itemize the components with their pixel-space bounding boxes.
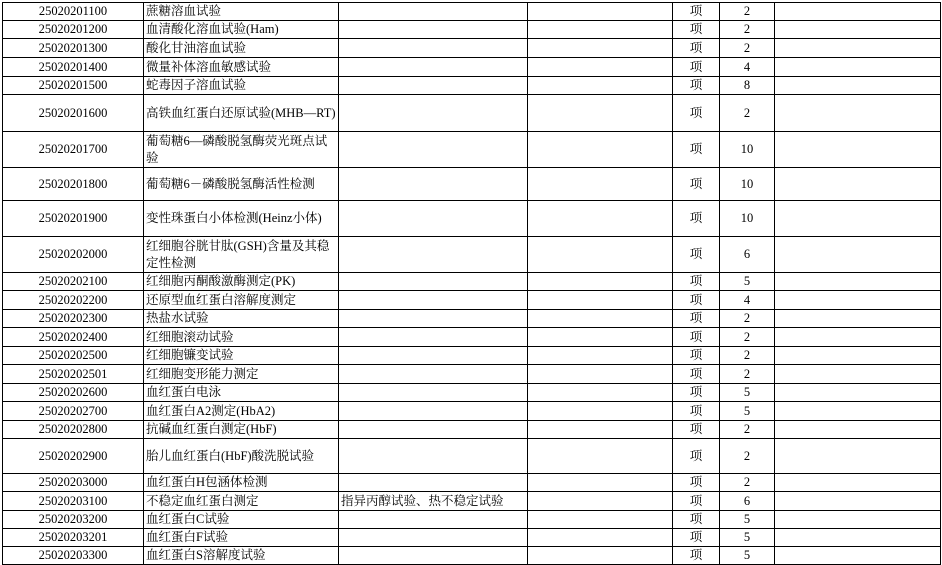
note-cell bbox=[775, 95, 941, 132]
table-row bbox=[3, 511, 941, 529]
unit-cell: 项 bbox=[673, 547, 720, 565]
excluded-content-cell bbox=[528, 3, 673, 21]
excluded-content-cell bbox=[528, 39, 673, 58]
item-name-cell: 热盐水试验 bbox=[144, 310, 339, 328]
note-cell bbox=[775, 201, 941, 237]
price-cell: 2 bbox=[720, 3, 775, 21]
excluded-content-cell bbox=[528, 291, 673, 310]
item-name-cell: 血红蛋白C试验 bbox=[144, 511, 339, 529]
item-code-cell: 25020202900 bbox=[3, 439, 144, 474]
note-cell bbox=[775, 365, 941, 384]
item-code-cell: 25020201900 bbox=[3, 201, 144, 237]
item-name-cell: 血清酸化溶血试验(Ham) bbox=[144, 21, 339, 39]
table-body bbox=[3, 3, 941, 565]
price-cell: 10 bbox=[720, 168, 775, 201]
item-code-cell: 25020201500 bbox=[3, 77, 144, 95]
note-cell bbox=[775, 310, 941, 328]
price-cell: 5 bbox=[720, 402, 775, 421]
note-cell bbox=[775, 132, 941, 168]
item-code-cell: 25020203000 bbox=[3, 474, 144, 492]
item-code-cell: 25020202501 bbox=[3, 365, 144, 384]
item-content-cell bbox=[339, 3, 528, 21]
table-row bbox=[3, 402, 941, 421]
excluded-content-cell bbox=[528, 328, 673, 347]
price-cell: 6 bbox=[720, 237, 775, 273]
unit-cell: 项 bbox=[673, 237, 720, 273]
table-row bbox=[3, 273, 941, 291]
table-row bbox=[3, 365, 941, 384]
item-name-cell: 酸化甘油溶血试验 bbox=[144, 39, 339, 58]
unit-cell: 项 bbox=[673, 168, 720, 201]
item-content-cell bbox=[339, 511, 528, 529]
item-code-cell: 25020202100 bbox=[3, 273, 144, 291]
unit-cell: 项 bbox=[673, 439, 720, 474]
note-cell bbox=[775, 402, 941, 421]
unit-cell: 项 bbox=[673, 21, 720, 39]
excluded-content-cell bbox=[528, 421, 673, 439]
unit-cell: 项 bbox=[673, 474, 720, 492]
table-row bbox=[3, 421, 941, 439]
table-row bbox=[3, 39, 941, 58]
item-name-cell: 变性珠蛋白小体检测(Heinz小体) bbox=[144, 201, 339, 237]
item-code-cell: 25020201800 bbox=[3, 168, 144, 201]
item-code-cell: 25020202000 bbox=[3, 237, 144, 273]
table-row bbox=[3, 168, 941, 201]
table-row bbox=[3, 291, 941, 310]
excluded-content-cell bbox=[528, 547, 673, 565]
unit-cell: 项 bbox=[673, 365, 720, 384]
item-content-cell bbox=[339, 77, 528, 95]
item-name-cell: 蛇毒因子溶血试验 bbox=[144, 77, 339, 95]
item-content-cell bbox=[339, 384, 528, 402]
unit-cell: 项 bbox=[673, 384, 720, 402]
unit-cell: 项 bbox=[673, 529, 720, 547]
price-cell: 2 bbox=[720, 328, 775, 347]
price-cell: 2 bbox=[720, 365, 775, 384]
item-name-cell: 抗碱血红蛋白测定(HbF) bbox=[144, 421, 339, 439]
item-code-cell: 25020201700 bbox=[3, 132, 144, 168]
table-row bbox=[3, 492, 941, 511]
price-cell: 10 bbox=[720, 201, 775, 237]
table-row bbox=[3, 310, 941, 328]
price-cell: 2 bbox=[720, 310, 775, 328]
item-content-cell bbox=[339, 273, 528, 291]
table-row bbox=[3, 347, 941, 365]
note-cell bbox=[775, 474, 941, 492]
item-content-cell bbox=[339, 201, 528, 237]
item-name-cell: 葡萄糖6－磷酸脱氢酶活性检测 bbox=[144, 168, 339, 201]
excluded-content-cell bbox=[528, 511, 673, 529]
table-row bbox=[3, 201, 941, 237]
price-cell: 5 bbox=[720, 384, 775, 402]
unit-cell: 项 bbox=[673, 39, 720, 58]
unit-cell: 项 bbox=[673, 492, 720, 511]
price-cell: 4 bbox=[720, 291, 775, 310]
price-cell: 10 bbox=[720, 132, 775, 168]
item-name-cell: 胎儿血红蛋白(HbF)酸洗脱试验 bbox=[144, 439, 339, 474]
excluded-content-cell bbox=[528, 77, 673, 95]
item-name-cell: 蔗糖溶血试验 bbox=[144, 3, 339, 21]
item-content-cell bbox=[339, 347, 528, 365]
item-code-cell: 25020201300 bbox=[3, 39, 144, 58]
note-cell bbox=[775, 421, 941, 439]
table-row bbox=[3, 77, 941, 95]
note-cell bbox=[775, 492, 941, 511]
excluded-content-cell bbox=[528, 95, 673, 132]
item-content-cell bbox=[339, 95, 528, 132]
item-code-cell: 25020202700 bbox=[3, 402, 144, 421]
note-cell bbox=[775, 3, 941, 21]
excluded-content-cell bbox=[528, 474, 673, 492]
item-name-cell: 血红蛋白F试验 bbox=[144, 529, 339, 547]
unit-cell: 项 bbox=[673, 132, 720, 168]
item-content-cell bbox=[339, 291, 528, 310]
table-row bbox=[3, 547, 941, 565]
unit-cell: 项 bbox=[673, 402, 720, 421]
note-cell bbox=[775, 58, 941, 77]
item-code-cell: 25020203201 bbox=[3, 529, 144, 547]
item-code-cell: 25020203200 bbox=[3, 511, 144, 529]
price-cell: 2 bbox=[720, 95, 775, 132]
item-content-cell bbox=[339, 21, 528, 39]
price-cell: 2 bbox=[720, 421, 775, 439]
price-cell: 5 bbox=[720, 547, 775, 565]
item-name-cell: 红细胞变形能力测定 bbox=[144, 365, 339, 384]
table-row bbox=[3, 3, 941, 21]
item-name-cell: 高铁血红蛋白还原试验(MHB—RT) bbox=[144, 95, 339, 132]
note-cell bbox=[775, 273, 941, 291]
note-cell bbox=[775, 39, 941, 58]
note-cell bbox=[775, 547, 941, 565]
unit-cell: 项 bbox=[673, 328, 720, 347]
note-cell bbox=[775, 347, 941, 365]
item-name-cell: 红细胞丙酮酸激酶测定(PK) bbox=[144, 273, 339, 291]
item-code-cell: 25020202400 bbox=[3, 328, 144, 347]
item-content-cell bbox=[339, 529, 528, 547]
unit-cell: 项 bbox=[673, 58, 720, 77]
price-cell: 5 bbox=[720, 511, 775, 529]
price-cell: 5 bbox=[720, 273, 775, 291]
excluded-content-cell bbox=[528, 384, 673, 402]
item-content-cell bbox=[339, 547, 528, 565]
excluded-content-cell bbox=[528, 132, 673, 168]
item-content-cell bbox=[339, 132, 528, 168]
note-cell bbox=[775, 77, 941, 95]
item-content-cell bbox=[339, 328, 528, 347]
price-cell: 2 bbox=[720, 474, 775, 492]
unit-cell: 项 bbox=[673, 347, 720, 365]
price-cell: 5 bbox=[720, 529, 775, 547]
item-code-cell: 25020201100 bbox=[3, 3, 144, 21]
excluded-content-cell bbox=[528, 492, 673, 511]
item-content-cell bbox=[339, 310, 528, 328]
price-cell: 2 bbox=[720, 21, 775, 39]
table-row bbox=[3, 58, 941, 77]
table-row bbox=[3, 21, 941, 39]
item-name-cell: 红细胞滚动试验 bbox=[144, 328, 339, 347]
note-cell bbox=[775, 439, 941, 474]
excluded-content-cell bbox=[528, 439, 673, 474]
item-name-cell: 红细胞镰变试验 bbox=[144, 347, 339, 365]
excluded-content-cell bbox=[528, 21, 673, 39]
item-content-cell bbox=[339, 168, 528, 201]
unit-cell: 项 bbox=[673, 511, 720, 529]
unit-cell: 项 bbox=[673, 310, 720, 328]
excluded-content-cell bbox=[528, 365, 673, 384]
table-row bbox=[3, 529, 941, 547]
unit-cell: 项 bbox=[673, 421, 720, 439]
excluded-content-cell bbox=[528, 402, 673, 421]
note-cell bbox=[775, 21, 941, 39]
item-code-cell: 25020202600 bbox=[3, 384, 144, 402]
note-cell bbox=[775, 511, 941, 529]
item-content-cell bbox=[339, 58, 528, 77]
item-code-cell: 25020203300 bbox=[3, 547, 144, 565]
unit-cell: 项 bbox=[673, 95, 720, 132]
fee-schedule-table bbox=[2, 2, 941, 565]
table-row bbox=[3, 328, 941, 347]
item-code-cell: 25020203100 bbox=[3, 492, 144, 511]
item-name-cell: 血红蛋白电泳 bbox=[144, 384, 339, 402]
price-cell: 2 bbox=[720, 39, 775, 58]
item-name-cell: 血红蛋白A2测定(HbA2) bbox=[144, 402, 339, 421]
note-cell bbox=[775, 168, 941, 201]
unit-cell: 项 bbox=[673, 77, 720, 95]
excluded-content-cell bbox=[528, 201, 673, 237]
unit-cell: 项 bbox=[673, 3, 720, 21]
item-code-cell: 25020201600 bbox=[3, 95, 144, 132]
item-content-cell bbox=[339, 402, 528, 421]
item-code-cell: 25020201200 bbox=[3, 21, 144, 39]
item-code-cell: 25020202300 bbox=[3, 310, 144, 328]
price-cell: 6 bbox=[720, 492, 775, 511]
item-content-cell bbox=[339, 365, 528, 384]
item-code-cell: 25020201400 bbox=[3, 58, 144, 77]
item-code-cell: 25020202200 bbox=[3, 291, 144, 310]
item-code-cell: 25020202800 bbox=[3, 421, 144, 439]
item-name-cell: 不稳定血红蛋白测定 bbox=[144, 492, 339, 511]
unit-cell: 项 bbox=[673, 291, 720, 310]
note-cell bbox=[775, 384, 941, 402]
unit-cell: 项 bbox=[673, 273, 720, 291]
table-row bbox=[3, 439, 941, 474]
price-cell: 2 bbox=[720, 439, 775, 474]
note-cell bbox=[775, 328, 941, 347]
price-cell: 4 bbox=[720, 58, 775, 77]
item-name-cell: 红细胞谷胱甘肽(GSH)含量及其稳定性检测 bbox=[144, 237, 339, 273]
item-content-cell bbox=[339, 39, 528, 58]
item-content-cell bbox=[339, 439, 528, 474]
item-content-cell: 指异丙醇试验、热不稳定试验 bbox=[339, 492, 528, 511]
excluded-content-cell bbox=[528, 237, 673, 273]
table-row bbox=[3, 474, 941, 492]
item-name-cell: 血红蛋白S溶解度试验 bbox=[144, 547, 339, 565]
item-name-cell: 葡萄糖6—磷酸脱氢酶荧光斑点试验 bbox=[144, 132, 339, 168]
item-content-cell bbox=[339, 474, 528, 492]
unit-cell: 项 bbox=[673, 201, 720, 237]
excluded-content-cell bbox=[528, 273, 673, 291]
note-cell bbox=[775, 529, 941, 547]
item-content-cell bbox=[339, 237, 528, 273]
note-cell bbox=[775, 291, 941, 310]
note-cell bbox=[775, 237, 941, 273]
table-row bbox=[3, 132, 941, 168]
excluded-content-cell bbox=[528, 310, 673, 328]
item-name-cell: 血红蛋白H包涵体检测 bbox=[144, 474, 339, 492]
table-row bbox=[3, 237, 941, 273]
item-name-cell: 还原型血红蛋白溶解度测定 bbox=[144, 291, 339, 310]
table-row bbox=[3, 95, 941, 132]
price-cell: 8 bbox=[720, 77, 775, 95]
price-cell: 2 bbox=[720, 347, 775, 365]
item-content-cell bbox=[339, 421, 528, 439]
excluded-content-cell bbox=[528, 347, 673, 365]
excluded-content-cell bbox=[528, 168, 673, 201]
excluded-content-cell bbox=[528, 58, 673, 77]
excluded-content-cell bbox=[528, 529, 673, 547]
item-name-cell: 微量补体溶血敏感试验 bbox=[144, 58, 339, 77]
item-code-cell: 25020202500 bbox=[3, 347, 144, 365]
table-row bbox=[3, 384, 941, 402]
